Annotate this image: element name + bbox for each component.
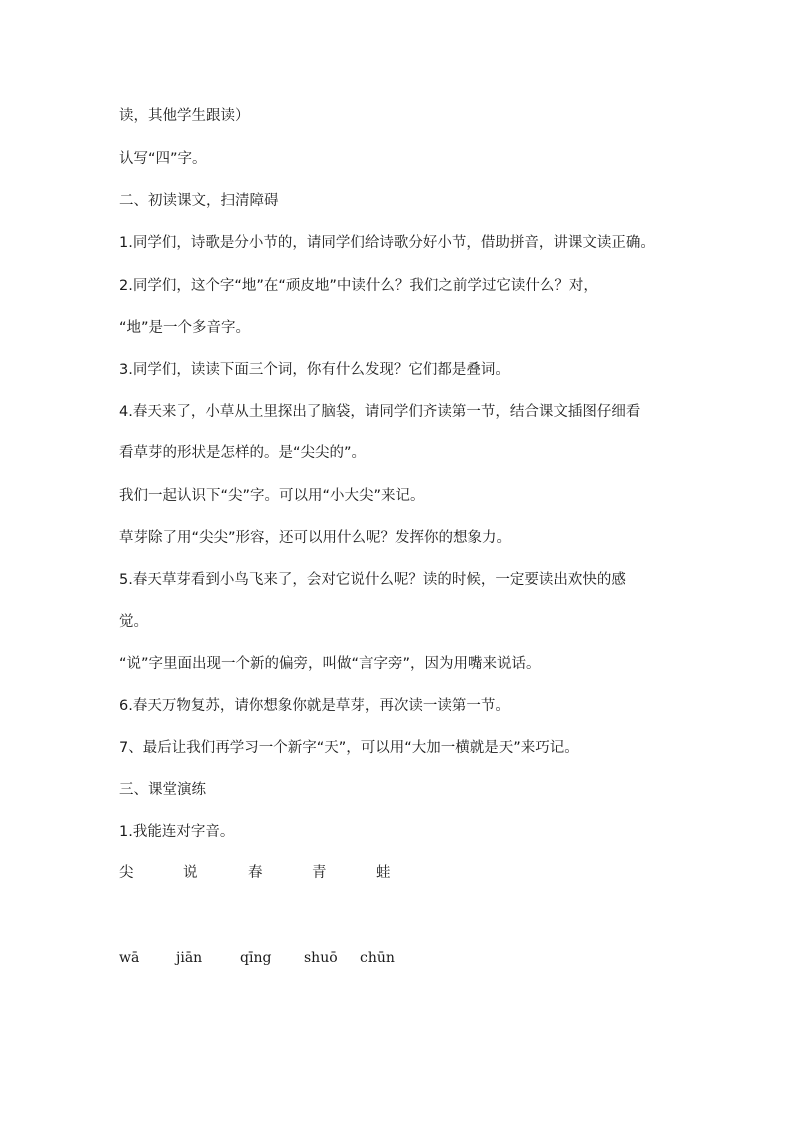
paragraph-line: 6.春天万物复苏，请你想象你就是草芽，再次读一读第一节。 bbox=[119, 698, 510, 714]
paragraph-line: 草芽除了用“尖尖”形容，还可以用什么呢？发挥你的想象力。 bbox=[119, 530, 512, 546]
pinyin-item: shuō bbox=[304, 950, 338, 966]
paragraph-line: 看草芽的形状是怎样的。是“尖尖的”。 bbox=[119, 445, 367, 461]
paragraph-line: 1.我能连对字音。 bbox=[119, 824, 235, 840]
paragraph-line: 觉。 bbox=[119, 614, 148, 630]
character-item: 春 bbox=[248, 865, 263, 881]
paragraph-line: 7、最后让我们再学习一个新字“天”，可以用“大加一横就是天”来巧记。 bbox=[119, 740, 579, 756]
paragraph-line: 2.同学们，这个字“地”在“顽皮地”中读什么？我们之前学过它读什么？对， bbox=[119, 278, 598, 294]
pinyin-item: wā bbox=[119, 950, 140, 966]
character-item: 尖 bbox=[119, 865, 134, 881]
paragraph-line: 1.同学们，诗歌是分小节的，请同学们给诗歌分好小节，借助拼音，讲课文读正确。 bbox=[119, 235, 655, 251]
pinyin-item: qīng bbox=[240, 950, 272, 966]
paragraph-line: 4.春天来了，小草从土里探出了脑袋，请同学们齐读第一节，结合课文插图仔细看 bbox=[119, 404, 641, 420]
paragraph-line: 3.同学们，读读下面三个词，你有什么发现？它们都是叠词。 bbox=[119, 362, 510, 378]
pinyin-item: jiān bbox=[176, 950, 203, 966]
character-row bbox=[0, 863, 794, 883]
paragraph-line: 5.春天草芽看到小鸟飞来了，会对它说什么呢？读的时候，一定要读出欢快的感 bbox=[119, 572, 626, 588]
paragraph-line: 认写“四”字。 bbox=[119, 151, 207, 167]
character-item: 青 bbox=[312, 865, 327, 881]
character-item: 说 bbox=[183, 865, 198, 881]
paragraph-line: “地”是一个多音字。 bbox=[119, 320, 251, 336]
section-heading: 二、初读课文，扫清障碍 bbox=[119, 193, 279, 209]
character-item: 蛙 bbox=[376, 865, 391, 881]
pinyin-row bbox=[0, 948, 794, 968]
paragraph-line: “说”字里面出现一个新的偏旁，叫做“言字旁”，因为用嘴来说话。 bbox=[119, 656, 541, 672]
paragraph-line: 读，其他学生跟读） bbox=[119, 108, 250, 124]
pinyin-item: chūn bbox=[360, 950, 395, 966]
section-heading: 三、课堂演练 bbox=[119, 782, 206, 798]
paragraph-line: 我们一起认识下“尖”字。可以用“小大尖”来记。 bbox=[119, 488, 425, 504]
